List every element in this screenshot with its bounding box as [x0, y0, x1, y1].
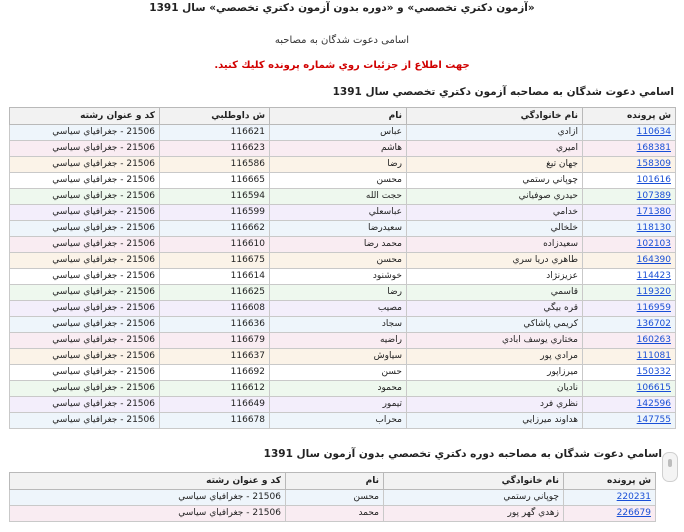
candidate-number-cell: 116662 [160, 221, 270, 237]
first-name-cell: عباسعلي [270, 205, 407, 221]
last-name-cell: طاهري دريا سري [407, 253, 583, 269]
table-row [10, 490, 656, 506]
last-name-cell: عزيزنژاد [407, 269, 583, 285]
page-subtitle: اسامی دعوت شدگان به مصاحبه [274, 35, 410, 46]
file-number-cell [583, 173, 676, 189]
file-number-cell [583, 333, 676, 349]
field-code-cell: 21506 - جغرافياي سياسي [10, 317, 160, 333]
file-number-link[interactable]: 147755 [636, 415, 671, 425]
file-number-link[interactable]: 116959 [636, 303, 671, 313]
column-header-file-number: ش پرونده [564, 473, 656, 490]
file-number-link[interactable]: 136702 [636, 319, 671, 329]
last-name-cell: ازادي [407, 125, 583, 141]
file-number-link[interactable]: 107389 [636, 191, 671, 201]
field-code-cell: 21506 - جغرافياي سياسي [10, 189, 160, 205]
table-row [10, 397, 676, 413]
first-name-cell: حسن [270, 365, 407, 381]
field-code-cell: 21506 - جغرافياي سياسي [10, 221, 160, 237]
file-number-cell [583, 189, 676, 205]
first-name-cell: حجت الله [270, 189, 407, 205]
first-name-cell: خوشنود [270, 269, 407, 285]
last-name-cell: چوپاني رستمي [384, 490, 564, 506]
table-row [10, 205, 676, 221]
last-name-cell: سعيدزاده [407, 237, 583, 253]
first-name-cell: رضا [270, 157, 407, 173]
first-name-cell: راضيه [270, 333, 407, 349]
candidate-number-cell: 116675 [160, 253, 270, 269]
field-code-cell: 21506 - جغرافياي سياسي [10, 141, 160, 157]
last-name-cell: زهدي گهر پور [384, 506, 564, 522]
last-name-cell: اميري [407, 141, 583, 157]
table-row [10, 381, 676, 397]
table-row [10, 349, 676, 365]
column-header-candidate-number: ش داوطلبي [160, 108, 270, 125]
file-number-cell [583, 365, 676, 381]
first-name-cell: هاشم [270, 141, 407, 157]
field-code-cell: 21506 - جغرافياي سياسي [10, 253, 160, 269]
last-name-cell: جهان تيغ [407, 157, 583, 173]
section-title-no-exam: اسامي دعوت شدگان به مصاحبه دوره دكتري تخصصي بدون آزمون سال 1391 [263, 448, 662, 460]
table-row [10, 365, 676, 381]
last-name-cell: ميرزاپور [407, 365, 583, 381]
field-code-cell: 21506 - جغرافياي سياسي [10, 237, 160, 253]
table-row [10, 173, 676, 189]
column-header-last-name: نام خانوادگي [384, 473, 564, 490]
no-exam-invitees-table [9, 472, 656, 522]
first-name-cell: محسن [270, 253, 407, 269]
file-number-link[interactable]: 171380 [636, 207, 671, 217]
file-number-cell [583, 413, 676, 429]
candidate-number-cell: 116636 [160, 317, 270, 333]
first-name-cell: سجاد [270, 317, 407, 333]
file-number-cell [583, 397, 676, 413]
candidate-number-cell: 116679 [160, 333, 270, 349]
field-code-cell: 21506 - جغرافياي سياسي [10, 397, 160, 413]
field-code-cell: 21506 - جغرافياي سياسي [10, 349, 160, 365]
last-name-cell: كريمي پاشاكي [407, 317, 583, 333]
table-row [10, 141, 676, 157]
file-number-link[interactable]: 111081 [636, 351, 671, 361]
first-name-cell: محسن [270, 173, 407, 189]
table-row [10, 221, 676, 237]
last-name-cell: حيدري صوفياني [407, 189, 583, 205]
last-name-cell: نظري فرد [407, 397, 583, 413]
file-number-cell [583, 349, 676, 365]
field-code-cell: 21506 - جغرافياي سياسي [10, 173, 160, 189]
file-number-cell [583, 253, 676, 269]
first-name-cell: محمود [270, 381, 407, 397]
candidate-number-cell: 116678 [160, 413, 270, 429]
scroll-indicator-icon[interactable] [662, 452, 678, 482]
column-header-last-name: نام خانوادگي [407, 108, 583, 125]
table-row [10, 413, 676, 429]
file-number-cell [564, 506, 656, 522]
file-number-link[interactable]: 150332 [636, 367, 671, 377]
file-number-cell [583, 301, 676, 317]
file-number-cell [583, 205, 676, 221]
file-number-cell [583, 237, 676, 253]
instruction-text: جهت اطلاع از جزئيات روي شماره پرونده كليك كنيد. [214, 60, 470, 71]
field-code-cell: 21506 - جغرافياي سياسي [10, 157, 160, 173]
last-name-cell: قاسمي [407, 285, 583, 301]
file-number-link[interactable]: 142596 [636, 399, 671, 409]
table-row [10, 237, 676, 253]
last-name-cell: هداوند ميرزايي [407, 413, 583, 429]
table-row [10, 506, 656, 522]
table-row [10, 317, 676, 333]
candidate-number-cell: 116608 [160, 301, 270, 317]
last-name-cell: ناديان [407, 381, 583, 397]
page-title: «آزمون دكتري تخصصي» و «دوره بدون آزمون دكتري تخصصي» سال 1391 [149, 2, 535, 14]
first-name-cell: مصيب [270, 301, 407, 317]
field-code-cell: 21506 - جغرافياي سياسي [10, 381, 160, 397]
last-name-cell: مختاري يوسف ابادي [407, 333, 583, 349]
field-code-cell: 21506 - جغرافياي سياسي [10, 365, 160, 381]
first-name-cell: سعيدرضا [270, 221, 407, 237]
file-number-link[interactable]: 220231 [616, 492, 651, 502]
candidate-number-cell: 116621 [160, 125, 270, 141]
first-name-cell: عباس [270, 125, 407, 141]
candidate-number-cell: 116665 [160, 173, 270, 189]
file-number-link[interactable]: 106615 [636, 383, 671, 393]
table-row [10, 253, 676, 269]
first-name-cell: رضا [270, 285, 407, 301]
column-header-first-name: نام [286, 473, 384, 490]
candidate-number-cell: 116692 [160, 365, 270, 381]
candidate-number-cell: 116637 [160, 349, 270, 365]
field-code-cell: 21506 - جغرافياي سياسي [10, 205, 160, 221]
file-number-cell [583, 317, 676, 333]
field-code-cell: 21506 - جغرافياي سياسي [10, 285, 160, 301]
last-name-cell: مرادي پور [407, 349, 583, 365]
first-name-cell: محمد [286, 506, 384, 522]
file-number-cell [583, 141, 676, 157]
candidate-number-cell: 116614 [160, 269, 270, 285]
candidate-number-cell: 116625 [160, 285, 270, 301]
exam-invitees-table [9, 107, 676, 429]
last-name-cell: چوپاني رستمي [407, 173, 583, 189]
table-row [10, 269, 676, 285]
file-number-link[interactable]: 168381 [636, 143, 671, 153]
file-number-link[interactable]: 226679 [616, 508, 651, 518]
table-header-row [10, 473, 656, 490]
field-code-cell: 21506 - جغرافياي سياسي [10, 269, 160, 285]
first-name-cell: محسن [286, 490, 384, 506]
candidate-number-cell: 116594 [160, 189, 270, 205]
file-number-cell [583, 125, 676, 141]
file-number-link[interactable]: 119320 [636, 287, 671, 297]
candidate-number-cell: 116586 [160, 157, 270, 173]
file-number-link[interactable]: 160263 [636, 335, 671, 345]
table-row [10, 157, 676, 173]
file-number-cell [583, 221, 676, 237]
file-number-link[interactable]: 110634 [636, 127, 671, 137]
candidate-number-cell: 116599 [160, 205, 270, 221]
file-number-link[interactable]: 118130 [636, 223, 671, 233]
field-code-cell: 21506 - جغرافياي سياسي [10, 301, 160, 317]
table-row [10, 189, 676, 205]
candidate-number-cell: 116623 [160, 141, 270, 157]
last-name-cell: خدامي [407, 205, 583, 221]
file-number-link[interactable]: 164390 [636, 255, 671, 265]
field-code-cell: 21506 - جغرافياي سياسي [10, 506, 286, 522]
file-number-cell [583, 381, 676, 397]
file-number-cell [583, 269, 676, 285]
section-title-exam: اسامي دعوت شدگان به مصاحبه آزمون دكتري تخصصي سال 1391 [332, 86, 674, 98]
column-header-file-number: ش پرونده [583, 108, 676, 125]
file-number-cell [564, 490, 656, 506]
file-number-cell [583, 157, 676, 173]
column-header-field-code: كد و عنوان رشته [10, 473, 286, 490]
last-name-cell: خلخالي [407, 221, 583, 237]
last-name-cell: قره بيگي [407, 301, 583, 317]
first-name-cell: محمد رضا [270, 237, 407, 253]
file-number-link[interactable]: 102103 [636, 239, 671, 249]
candidate-number-cell: 116610 [160, 237, 270, 253]
table-row [10, 125, 676, 141]
file-number-link[interactable]: 114423 [636, 271, 671, 281]
table-row [10, 333, 676, 349]
file-number-link[interactable]: 158309 [636, 159, 671, 169]
field-code-cell: 21506 - جغرافياي سياسي [10, 490, 286, 506]
field-code-cell: 21506 - جغرافياي سياسي [10, 333, 160, 349]
candidate-number-cell: 116612 [160, 381, 270, 397]
field-code-cell: 21506 - جغرافياي سياسي [10, 413, 160, 429]
first-name-cell: محراب [270, 413, 407, 429]
table-header-row [10, 108, 676, 125]
file-number-link[interactable]: 101616 [636, 175, 671, 185]
first-name-cell: تيمور [270, 397, 407, 413]
column-header-field-code: كد و عنوان رشته [10, 108, 160, 125]
field-code-cell: 21506 - جغرافياي سياسي [10, 125, 160, 141]
candidate-number-cell: 116649 [160, 397, 270, 413]
table-row [10, 301, 676, 317]
first-name-cell: سياوش [270, 349, 407, 365]
table-row [10, 285, 676, 301]
column-header-first-name: نام [270, 108, 407, 125]
file-number-cell [583, 285, 676, 301]
